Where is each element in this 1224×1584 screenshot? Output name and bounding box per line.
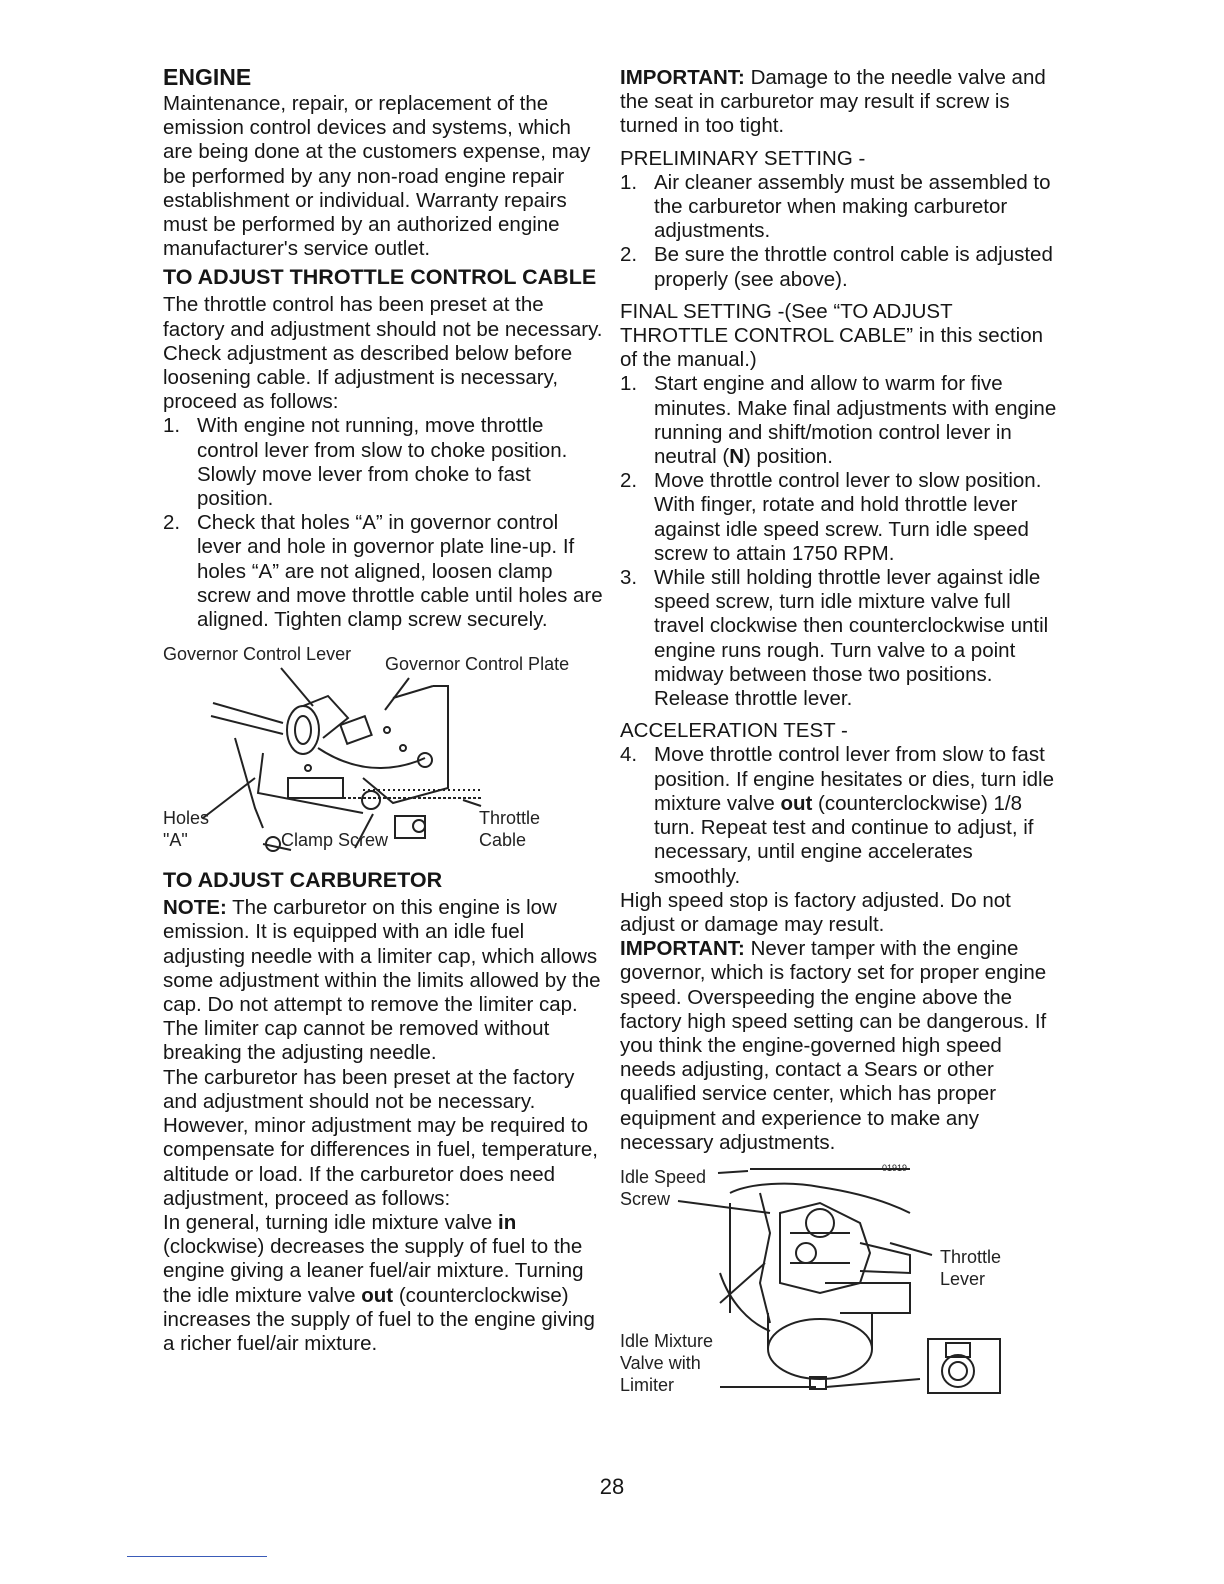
carburetor-heading: TO ADJUST CARBURETOR (163, 868, 443, 893)
acceleration-steps (620, 743, 1060, 888)
list-item: 1. Air cleaner assembly must be assembled to the carburetor when making carburetor adjustments. (620, 170, 1051, 243)
list-item: 1. With engine not running, move throttle control lever from slow to choke position. Slowly move lever from choke to fast position. (163, 414, 568, 511)
list-item: 2. Move throttle control lever to slow position. With finger, rotate and hold throttle lever against idle speed screw. Turn idle speed screw to attain 1750 RPM. (620, 469, 1042, 565)
label-throttle-lever-2: Lever (940, 1268, 986, 1289)
preliminary-steps (620, 171, 1060, 292)
engine-heading: ENGINE (163, 64, 252, 90)
carburetor-figure (620, 1163, 1020, 1395)
list-item: 1. Start engine and allow to warm for five minutes. Make final adjustments with engine running and shift/motion control lever in neutral (N) position. (620, 372, 1057, 469)
label-governor-plate: Governor Control Plate (385, 654, 570, 675)
list-item: 4. Move throttle control lever from slow to fast position. If engine hesitates or dies, turn idle mixture valve out (counterclockwise) 1/8 turn. Repeat test and continue to adjust, if necessary, until engine accelerates smoothly. (620, 743, 1054, 888)
list-item: 3. While still holding throttle lever against idle speed screw, turn idle mixture valve full travel clockwise then counterclockwise until engine runs rough. Turn valve to a point midway between those two positions. Release throttle lever. (620, 566, 1049, 711)
list-item: 2. Check that holes “A” in governor control lever and hole in governor plate line-up. If holes “A” are not aligned, loosen clamp screw and move throttle cable until holes are aligned. Tighten clamp screw securely. (163, 511, 603, 632)
final-steps (620, 372, 1060, 711)
label-valve-with: Valve with (620, 1352, 701, 1373)
label-limiter: Limiter (620, 1374, 675, 1395)
throttle-intro: The throttle control has been preset at the factory and adjustment should not be necessary. Check adjustment as described below before loosening cable. If adjustment is necessary, proceed as follows: (163, 293, 603, 414)
right-column (620, 66, 1060, 1395)
high-speed-note: High speed stop is factory adjusted. Do not adjust or damage may result. (620, 888, 1011, 936)
engine-body: Maintenance, repair, or replacement of the emission control devices and systems, which are being done at the customers expense, may be performed by any non-road engine repair establishment or individual. Warranty repairs must be performed by an authorized engine manufacturer's service outlet. (163, 92, 591, 261)
page-number: 28 (599, 1474, 625, 1499)
label-governor-lever: Governor Control Lever (163, 644, 352, 665)
carburetor-general: In general, turning idle mixture valve in (clockwise) decreases the supply of fuel to the engine giving a leaner fuel/air mixture. Turning the idle mixture valve out (counterclockwise) increases the supply of fuel to the engine giving a richer fuel/air mixture. (163, 1210, 595, 1355)
final-heading: FINAL SETTING -(See “TO ADJUST THROTTLE CONTROL CABLE” in this section of the manual.) (620, 299, 1044, 372)
list-item: 2. Be sure the throttle control cable is adjusted properly (see above). (620, 243, 1053, 291)
throttle-steps (163, 414, 603, 632)
label-idle-mixture: Idle Mixture (620, 1330, 714, 1351)
label-holes: Holes (163, 808, 210, 829)
carburetor-note: NOTE: The carburetor on this engine is low emission. It is equipped with an idle fuel adjusting needle with a limiter cap, which allows some adjustment within the limits allowed by the cap. Do not attempt to remove the limiter cap. The limiter cap cannot be removed without breaking the adjusting needle. (163, 896, 601, 1065)
governor-figure (163, 638, 603, 860)
important-note-2: IMPORTANT: Never tamper with the engine governor, which is factory set for proper engine speed. Overspeeding the engine above the factory high speed setting can be dangerous. If you think the engine-governed high speed needs adjusting, contact a Sears or other qualified service center, which has proper equipment and experience to make any necessary adjustments. (620, 937, 1047, 1154)
label-screw: Screw (620, 1188, 671, 1209)
figure-code: 01919 (882, 1162, 908, 1173)
label-throttle-lever-1: Throttle (940, 1246, 1002, 1267)
label-clamp-screw: Clamp Screw (281, 830, 389, 851)
label-throttle: Throttle (479, 808, 541, 829)
label-cable: Cable (479, 830, 527, 851)
carburetor-preset: The carburetor has been preset at the factory and adjustment should not be necessary. However, minor adjustment may be required to compensate for differences in fuel, temperature, altitude or load. If the carburetor does need adjustment, proceed as follows: (163, 1065, 598, 1210)
throttle-heading: TO ADJUST THROTTLE CONTROL CABLE (163, 265, 597, 290)
label-idle-speed: Idle Speed (620, 1166, 707, 1187)
label-holes-a: "A" (163, 830, 188, 851)
important-note-1: IMPORTANT: Damage to the needle valve and the seat in carburetor may result if screw is turned in too tight. (620, 66, 1046, 138)
footer-rule (127, 1556, 267, 1557)
preliminary-heading: PRELIMINARY SETTING - (620, 146, 866, 170)
left-column (163, 62, 603, 1356)
acceleration-heading: ACCELERATION TEST - (620, 719, 848, 743)
